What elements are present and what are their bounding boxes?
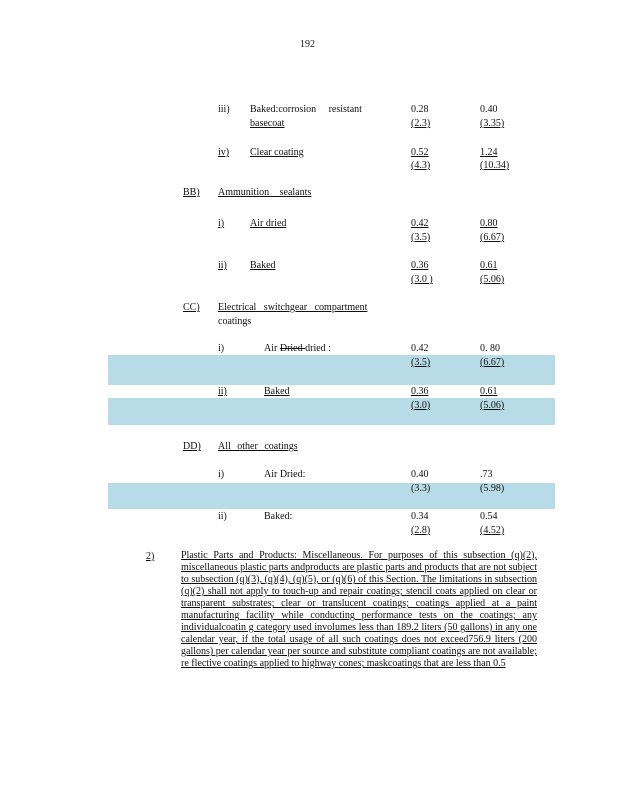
- item-number: ii): [218, 511, 227, 522]
- section-title: Ammunition sealants: [218, 187, 312, 198]
- limit-value: 0.34: [411, 511, 429, 522]
- paragraph-number: 2): [146, 551, 155, 562]
- section-title: All other coatings: [218, 441, 298, 452]
- item-number: ii): [218, 260, 227, 271]
- item-label: Clear coating: [250, 147, 304, 158]
- limit-value: (6.67): [480, 357, 505, 368]
- item-label: Air Dried dried :: [264, 343, 331, 354]
- page-number: 192: [300, 39, 315, 50]
- limit-value: .73: [480, 469, 493, 480]
- limit-value: 0.61: [480, 260, 498, 271]
- section-title: coatings: [218, 316, 252, 327]
- limit-value: 0.54: [480, 511, 498, 522]
- limit-value: (10.34): [480, 160, 510, 171]
- item-label: basecoat: [250, 118, 285, 129]
- item-label: Baked: [250, 260, 276, 271]
- item-number: i): [218, 218, 225, 229]
- limit-value: (4.3): [411, 160, 431, 171]
- section-code: DD): [183, 441, 201, 452]
- limit-value: 0.40: [480, 104, 498, 115]
- item-label: Air Dried:: [264, 469, 306, 480]
- limit-value: 0.61: [480, 386, 498, 397]
- limit-value: (5.06): [480, 274, 505, 285]
- item-label: Baked: [264, 386, 290, 397]
- limit-value: 1.24: [480, 147, 498, 158]
- paragraph-text: Plastic Parts and Products: Miscellaneous. For purposes of this subsection (q)(2), miscellaneous plastic parts andproducts are plastic parts and products that are not subject to subsection (q)(3), (q)(4), (q)(5), or (q)(6) of this Section. The limitations in subsection (q)(2) shall not apply to touch-up and repair coatings; stencil coats applied on clear or transparent substrates; clear or translucent coatings; coatings applied at a paint manufacturing facility while conducting performance tests on the coatings; any individualcoatin g category used involumes less than 189.2 liters (50 gallons) in any one calendar year, if the total usage of all such coatings does not exceed756.9 liters (200 gallons) per calendar year per source and substitute compliant coatings are not available; re flective coatings applied to highway cones; maskcoatings that are less than 0.5: [181, 550, 538, 669]
- item-number: iii): [218, 104, 230, 115]
- limit-value: 0.52: [411, 147, 429, 158]
- item-number: ii): [218, 386, 227, 397]
- limit-value: 0.40: [411, 469, 429, 480]
- item-number: iv): [218, 147, 230, 158]
- limit-value: (3.5): [411, 357, 431, 368]
- limit-value: (2.8): [411, 525, 431, 536]
- limit-value: 0.42: [411, 218, 429, 229]
- section-code: CC): [183, 302, 200, 313]
- limit-value: (5.98): [480, 483, 505, 494]
- limit-value: 0.80: [480, 218, 498, 229]
- limit-value: (6.67): [480, 232, 505, 243]
- limit-value: 0.36: [411, 386, 429, 397]
- item-number: i): [218, 343, 225, 354]
- limit-value: 0. 80: [480, 343, 500, 354]
- limit-value: 0.36: [411, 260, 429, 271]
- item-label: Baked:corrosion resistant: [250, 104, 362, 115]
- limit-value: (3.3): [411, 483, 431, 494]
- limit-value: (5.06): [480, 400, 505, 411]
- limit-value: (3.35): [480, 118, 505, 129]
- limit-value: 0.42: [411, 343, 429, 354]
- limit-value: (2.3): [411, 118, 431, 129]
- limit-value: 0.28: [411, 104, 429, 115]
- section-title: Electrical switchgear compartment: [218, 302, 368, 313]
- limit-value: (3.0 ): [411, 274, 433, 285]
- item-label: Air dried: [250, 218, 287, 229]
- item-label: Baked:: [264, 511, 293, 522]
- limit-value: (3.5): [411, 232, 431, 243]
- section-code: BB): [183, 187, 200, 198]
- limit-value: (4.52): [480, 525, 505, 536]
- item-number: i): [218, 469, 225, 480]
- limit-value: (3.0): [411, 400, 431, 411]
